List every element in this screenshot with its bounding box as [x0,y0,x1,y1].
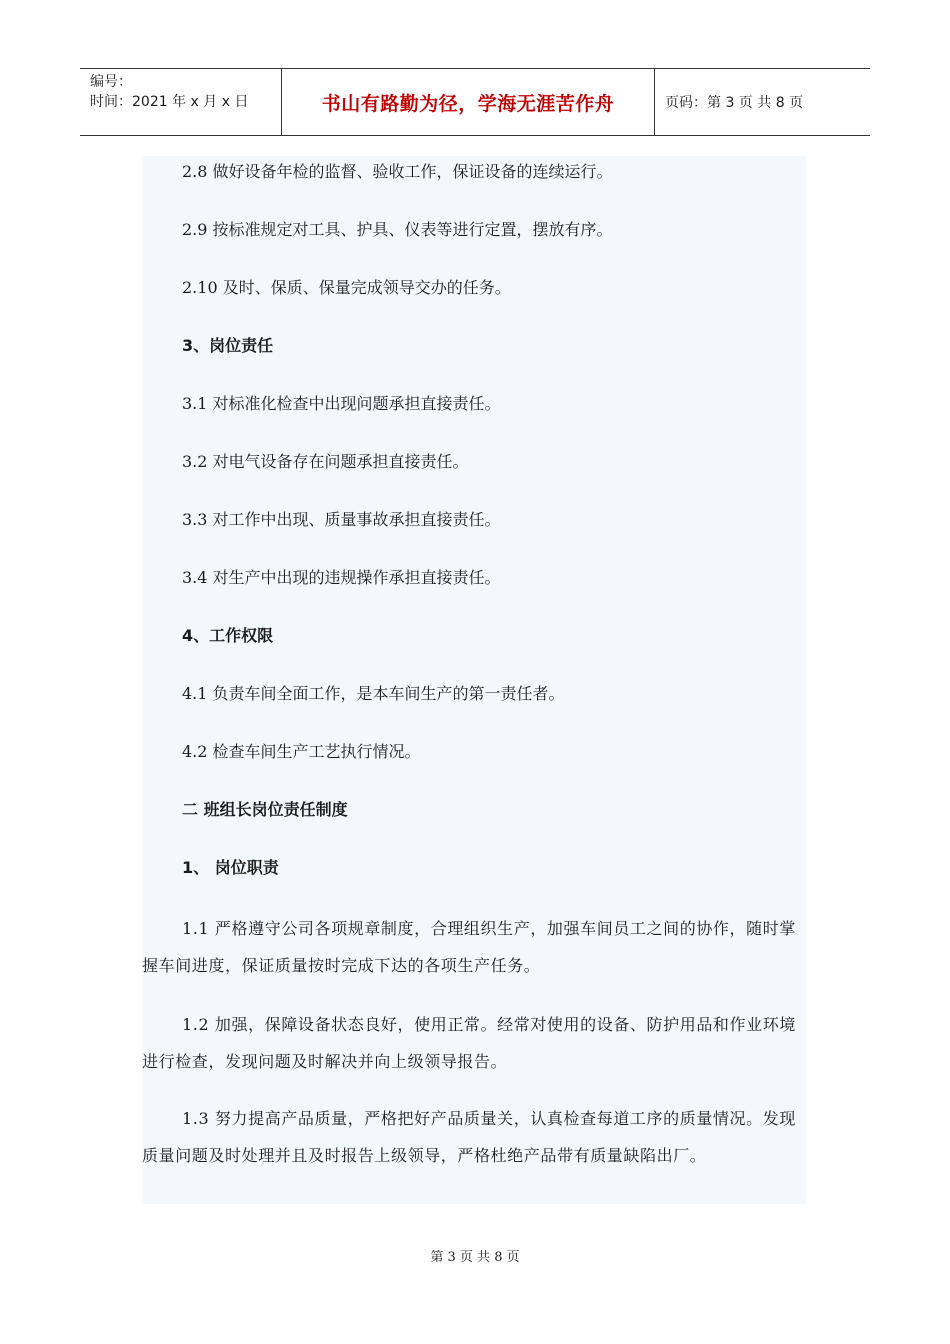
paragraph-3-2: 3.2 对电气设备存在问题承担直接责任。 [182,452,469,471]
paragraph-1-3: 1.3 努力提高产品质量，严格把好产品质量关，认真检查每道工序的质量情况。发现质量问题及时处理并且及时报告上级领导，严格杜绝产品带有质量缺陷出厂。 [142,1109,796,1165]
page-footer [0,1246,950,1265]
header-meta-cell [80,69,281,135]
paragraph-2-9: 2.9 按标准规定对工具、护具、仪表等进行定置，摆放有序。 [182,220,613,239]
document-body [142,156,806,1204]
paragraph-3-3: 3.3 对工作中出现、质量事故承担直接责任。 [182,510,501,529]
section-heading-3: 3、岗位责任 [182,336,274,355]
footer-page-number: 第 3 页 共 8 页 [430,1250,520,1265]
paragraph-1-2: 1.2 加强，保障设备状态良好，使用正常。经常对使用的设备、防护用品和作业环境进行检查，发现问题及时解决并向上级领导报告。 [142,1015,796,1071]
chapter-heading-2: 二 班组长岗位责任制度 [182,800,348,819]
paragraph-3-1: 3.1 对标准化检查中出现问题承担直接责任。 [182,394,501,413]
header-motto-cell [281,69,655,135]
paragraph-2-10: 2.10 及时、保质、保量完成领导交办的任务。 [182,278,511,297]
motto-text: 书山有路勤为径，学海无涯苦作舟 [321,92,615,115]
paragraph-4-1: 4.1 负责车间全面工作，是本车间生产的第一责任者。 [182,684,565,703]
time-label: 时间：2021 年 x 月 x 日 [90,94,249,110]
paragraph-4-2: 4.2 检查车间生产工艺执行情况。 [182,742,421,761]
header-page-cell [655,69,870,135]
paragraph-2-8: 2.8 做好设备年检的监督、验收工作，保证设备的连续运行。 [182,162,613,181]
serial-label: 编号： [90,74,132,90]
paragraph-3-4: 3.4 对生产中出现的违规操作承担直接责任。 [182,568,501,587]
page-header [80,68,870,136]
section-heading-1: 1、 岗位职责 [182,858,279,877]
section-heading-4: 4、工作权限 [182,626,274,645]
page-info: 页码：第 3 页 共 8 页 [665,95,804,111]
paragraph-1-1: 1.1 严格遵守公司各项规章制度，合理组织生产，加强车间员工之间的协作，随时掌握车间进度，保证质量按时完成下达的各项生产任务。 [142,919,796,975]
